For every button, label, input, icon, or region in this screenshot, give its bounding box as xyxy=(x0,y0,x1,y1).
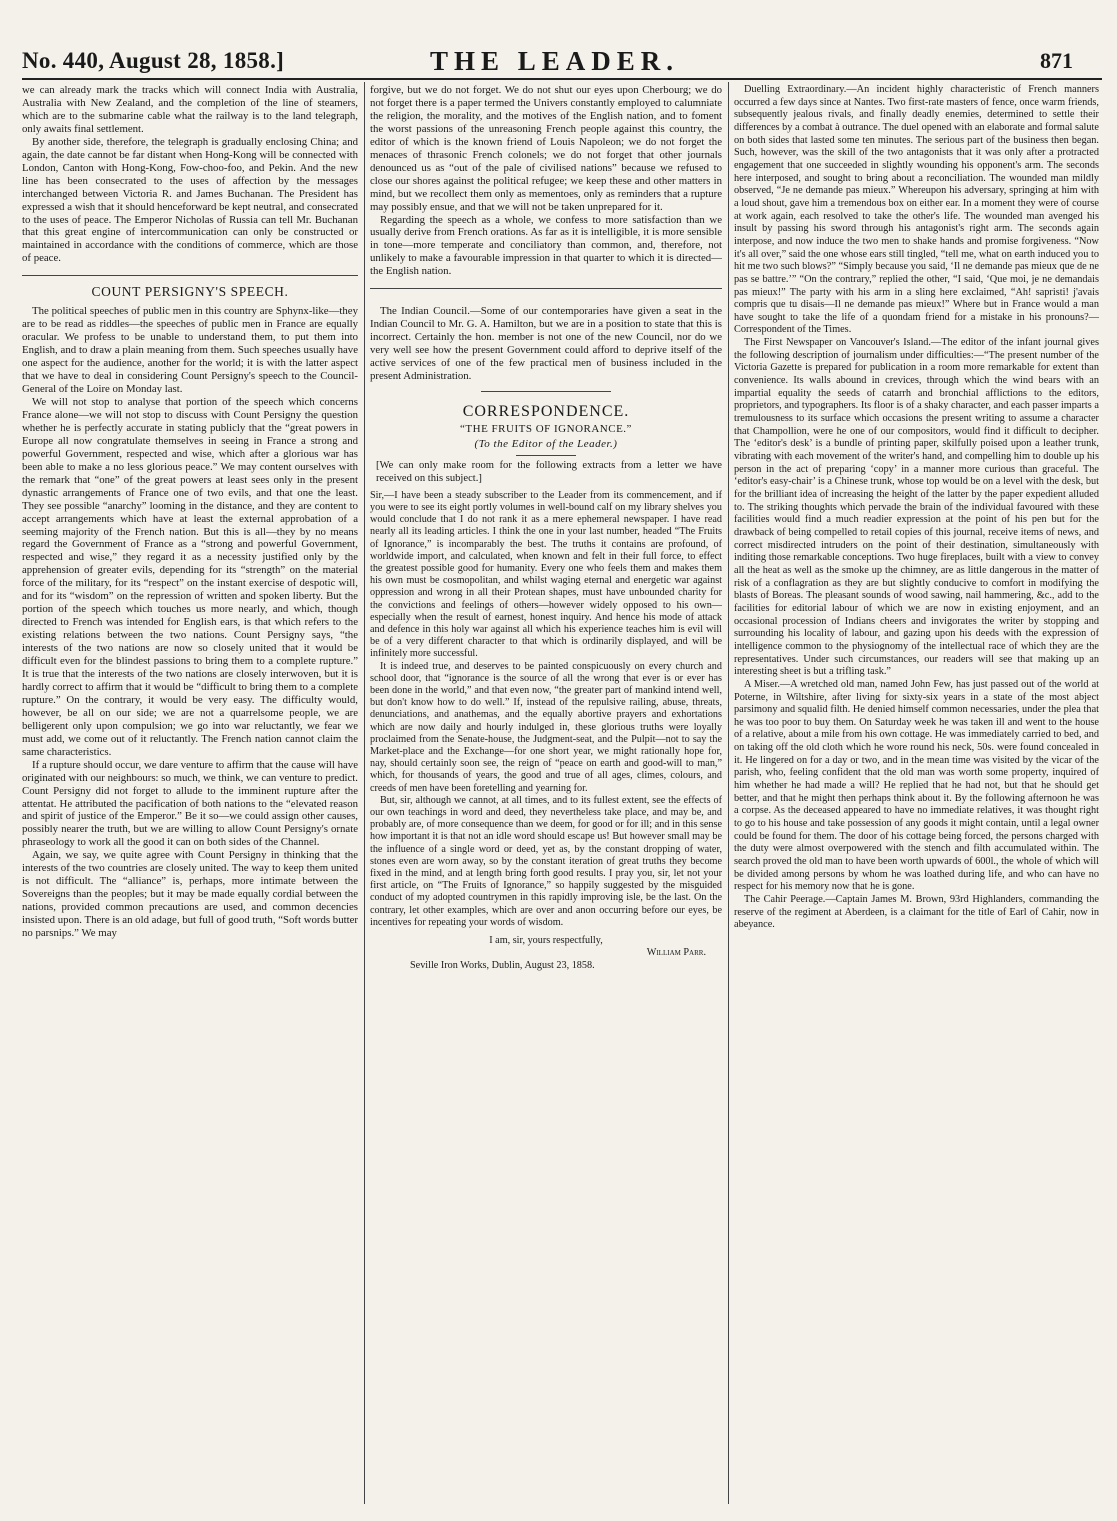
masthead-rule xyxy=(22,78,1102,80)
article-paragraph: Regarding the speech as a whole, we confess to more satisfaction than we usually derive from French orations. As far as it is intelligible, it is more sensible in tone—more temperate and conciliatory than common, and, therefore, not unlikely to make a favourable impression in that quarter to which it is directed—the English nation. xyxy=(370,213,722,278)
telegraph-continuation: we can already mark the tracks which will connect India with Australia, Australia with New Zealand, and the completion of the line of steamers, which are to the submarine cable what the railway is to the land telegraph, only awaits final settlement. xyxy=(22,84,358,135)
masthead xyxy=(0,0,1117,80)
page-number: 871 xyxy=(1040,48,1073,73)
news-item-miser: A Miser.—A wretched old man, named John Few, has just passed out of the world at Poterne, in Wiltshire, after living for sixty-six years in a state of the most abject parsimony and squalid filth. He denied himself common necessaries, under the plea that he was too poor to buy them. On Saturday week he was taken ill and went to the house of a relative, about a mile from his own cottage. He was immediately carried to bed, and on taking off the old cloth which he wore round his neck, 50s. were found concealed in it. He lingered on for a day or two, and in the mean time was visited by the vicar of the parish, who, feeling confident that the old man was worth some property, inquired of him whether he had made a will? He replied that he had not, but that he should get better, and that he might then perhaps think about it. By the following afternoon he was a corpse. As the deceased appeared to have no immediate relatives, it was thought right to go to his house and take possession of any goods it might contain, until a legal owner could be found for them. The door of his cottage being forced, the persons charged with the duty were almost overpowered with the stench and filth accumulated within. The search proved the old man to have been worth upwards of 600l., the whole of which will be divided among persons by whom he was loathed during life, and who can have no respect for his memory now that he is gone. xyxy=(734,678,1099,893)
letter-paragraph: It is indeed true, and deserves to be painted conspicuously on every church and school door, that “ignorance is the source of all the wrong that ever is or ever has been done in the world,” and that even now, “the greater part of mankind intend well, but don't know how to do well.” If, instead of the repulsive railing, abuse, threats, denunciations, and anathemas, and the equally abortive prayers and exhortations which are now daily and hourly indulged in, these glorious truths were loyally proclaimed from the Senate-house, the Judgment-seat, and the Pulpit—not to say the Market-place and the Exchange—for one short year, we might rationally hope for, nay, should certainly soon see, the reign of “peace on earth and good-will to man,” which, for thousands of years, the good and true of all ages, climes, colours, and creeds of men have been foretelling and yearning for. xyxy=(370,660,722,794)
column-3 xyxy=(734,84,1099,1504)
article-paragraph: If a rupture should occur, we dare venture to affirm that the cause will have originated with our neighbours: so much, we think, we can venture to predict. Count Persigny did not forget to allude to the imminent rupture after the attentat. He attributed the pacification of both nations to the “elevated reason and spirit of justice of the Emperor.” Be it so—we could assign other causes, possibly nearer the truth, but we are willing to allow Count Persigny's ornate phraseology to work all the good it can on both sides of the Channel. xyxy=(22,758,358,849)
short-divider xyxy=(481,391,611,392)
news-item-duel: Duelling Extraordinary.—An incident highly characteristic of French manners occurred a few days since at Nantes. Two first-rate masters of fence, once warm friends, subsequently jealous rivals, and finally deadly enemies, determined to settle their differences by a combat à outrance. The duel opened with an elaborate and formal salute on both sides that lasted some ten minutes. The serious part of the business then began. Such, however, was the skill of the two antagonists that it was only after a protracted engagement that one succeeded in slightly wounding his opponent's arm. The seconds here interposed, and sought to bring about a reconciliation. The wounded man mildly observed, “Je ne demande pas mieux.” Whereupon his adversary, springing at him with a loud shout, gave him a tremendous box on either ear. In a moment they were of course at work again, each resolved to take the other's life. The wounded man avenged his insult by passing his sword through his antagonist's right arm. The seconds again interpose, and now induce the two men to shake hands and promise forgiveness. “Now it's all over,” said the one whose ears still tingled, “tell me, what on earth induced you to hit me two such blows?” “Simply because you said, ‘Il ne demande pas mieux que de ne pas se battre.’” “On the contrary,” replied the other, “I said, ‘Que moi, je ne demandais pas mieux!” The party with his arm in a sling here exclaimed, “Ah! sapristi! j'avais compris que tu disais—Il ne demande pas mieux!” Where but in France would a man have sought to take the life of a quondam friend for a mistake in his pronouns?—Correspondent of the Times. xyxy=(734,84,1099,336)
column-2 xyxy=(370,84,722,1504)
newspaper-title: THE LEADER. xyxy=(430,46,680,76)
article-paragraph: The political speeches of public men in this country are Sphynx-like—they are to be read as riddles—the speeches of public men in France are equally oracular. We profess to be unable to understand them, to put them into English, and to draw a plain meaning from them. Such speeches usually have one aspect for the audience, another for the world; it is with the latter aspect that we have to deal in considering Count Persigny's speech to the Council-General of the Loire on Monday last. xyxy=(22,305,358,396)
short-divider xyxy=(516,455,576,456)
telegraph-paragraph: By another side, therefore, the telegraph is gradually enclosing China; and again, the date cannot be far distant when Hong-Kong will be connected with London, Canton with Hong-Kong, Fow-choo-foo, and Pekin. And the new line has been consecrated to the uses of affection by the messages interchanged between Victoria R. and James Buchanan. The President has expressed a wish that it should henceforward be kept neutral, and consecrated to the uses of peace. The Emperor Nicholas of Russia can tell Mr. Buchanan that this great engine of intercommunication can only be constructed or maintained in accordance with the conditions of commerce, which are those of peace. xyxy=(22,135,358,265)
letter-paragraph: But, sir, although we cannot, at all times, and to its fullest extent, see the effects of our own teachings in word and deed, they nevertheless take place, and may be, and probably are, of more consequence than we deem, for good or for ill; and in this sense how important it is that not an idle word should escape us! But however small may be the influence of a single word or deed, yet as, by the constant dropping of water, stones even are worn away, so by the constant iteration of great truths they become fixed in the mind, and at length bring forth good results. I pray you, sir, let not your first article, on “The Fruits of Ignorance,” so happily suggested by the misguided conduct of my adopted countrymen in this rapidly improving isle, be the last. On the contrary, let other examples, which are over and anon occurring before our eyes, be incentives for repeating your words of wisdom. xyxy=(370,794,722,928)
letter-signature: William Parr. xyxy=(646,947,706,959)
letter-title: “THE FRUITS OF IGNORANCE.” xyxy=(460,422,632,435)
article-heading: COUNT PERSIGNY'S SPEECH. xyxy=(91,284,289,300)
letter-addressee: (To the Editor of the Leader.) xyxy=(474,437,618,450)
section-divider xyxy=(370,288,722,289)
article-continuation: forgive, but we do not forget. We do not shut our eyes upon Cherbourg; we do not forget there is a paper termed the Univers constantly employed to calumniate the religion, the morality, and the motives of the English nation, and to foment the worst passions of the unreasoning French people against this country, the editor of which is the known friend of Louis Napoleon; we do not forget the menaces of thrasonic French colonels; we do not forget that other journals denounced us as “out of the pale of civilised nations” because we refused to close our shores against the political refugee; we keep these and other matters in mind, but we recollect them only as mementoes, only as reminders that a rupture may possibly ensue, and that we will not be taken unprepared for it. xyxy=(370,84,722,213)
correspondence-heading: CORRESPONDENCE. xyxy=(462,403,630,421)
issue-line: No. 440, August 28, 1858.] xyxy=(22,48,285,73)
column-1 xyxy=(22,84,358,1504)
news-item-newspaper: The First Newspaper on Vancouver's Island.—The editor of the infant journal gives the following description of journalism under difficulties:—“The present number of the Victoria Gazette is prepared for publication in a room more remarkable for extent than convenience. Its walls abound in crevices, through which the wind bears with an impartial equality the seeds of catarrh and bronchial afflictions to the editors, proprietors, and typographers. Its floor is of a shaky character, and each passer imparts a tremulousness to its surface which occasions the present writing to assume a character that Champollion, were he one of our compositors, would find it difficult to decipher. The ‘editor's desk’ is a bundle of printing paper, skilfully poised upon a leather trunk, vibrating with each movement of the writer's hand, and compelling him to double up his person in the act of preparing ‘copy’ in a manner more curious than graceful. The ‘editor's easy-chair’ is a Chinese trunk, whose top would be on a level with the desk, but for the brilliant idea of increasing the height of the latter by the paper expedient alluded to. The striking thoughts which pervade the brain of the individual favoured with these facilities would find a much readier expression at the point of his pen but for the drawback of being compelled to retail copies of this journal, receive items of news, and correct misdirected intruders on the point of their destination, simultaneously with inditing those remarkable conceptions. Two huge fireplaces, built with a view to convey all the heat as well as the smoke up the chimney, are as little dangerous in the matter of risk of a conflagration as they are but slightly conducive to comfort in modifying the blasts of Boreas. The pleasant sounds of wood sawing, nail hammering, &c., add to the facilities for editorial labour of which we are now in existing enjoyment, and an occasional procession of Indians cheers and invigorates the writer by stopping and surrounding his locality of labour, and gazing upon his deeds with the expression of intelligence common to the physiognomy of the intellectual race of which they are the representatives. Under such circumstances, our readers will see that making up an interesting sheet is but a trifling task.” xyxy=(734,337,1099,678)
letter-signoff: I am, sir, yours respectfully, xyxy=(489,935,603,947)
editor-note: [We can only make room for the following extracts from a letter we have received on this subject.] xyxy=(376,459,722,484)
section-divider xyxy=(22,275,358,276)
article-paragraph: We will not stop to analyse that portion of the speech which concerns France alone—we will not stop to discuss with Count Persigny the question whether he is perfectly accurate in stating publicly that the “great powers in Europe all now congratulate themselves in seeing in France a strong and powerful Government, respected and wise, which after a glorious war has been able to make a no less glorious peace.” We may content ourselves with the remark that “one” of the great powers at least sees only in the present dynastic arrangements of France one of two evils, and that one the least. They see possible “anarchy” looming in the distance, and they are content to accept arrangements which have at least the external approbation of a seeming majority of the French nation. But this is all—they by no means regard the Government of France as a “strong and powerful Government, respected and wise,” they regard it as a necessity justified only by the apprehension of greater evils, depending for its “strength” on the material force of the military, for its “respect” on the instant exercise of despotic will, and for its “wisdom” on the repression of written and spoken liberty. But the portion of the speech which touches us more nearly, and which, though directed to French was intended for English ears, is that which refers to the existing relations between the two nations. Count Persigny says, “the interests of the two nations are now so closely united that it would be difficult even for the blindest passions to bring them to a complete rupture.” It is true that the interests of the two nations are closely interwoven, but it is hardly correct to affirm that it would be “difficult to bring them to a complete rupture.” On the contrary, it would be very easy. The difficulty would, however, be all on our side; we are not a quarrelsome people, we are belligerent only upon compulsion; we go into war reluctantly, we fear we must add, we come out of it reluctantly. The French nation cannot claim the same characteristics. xyxy=(22,395,358,758)
letter-paragraph: Sir,—I have been a steady subscriber to the Leader from its commencement, and if you were to see its eight portly volumes in well-bound calf on my library shelves you would conclude that I do not rank it as a mere ephemeral newspaper. I have read nearly all its leading articles. I think the one in your last number, headed “The Fruits of Ignorance,” is incomparably the best. The truths it contains are profound, of worldwide import, and calculated, when known and felt in their full force, to effect the greatest possible good for humanity. Every one who feels them and makes them his own must be cosmopolitan, and whilst waging eternal and energetic war against oppression and wrong in all their Protean shapes, must have unbounded charity for the convictions and feelings of others—however widely opposed to his own—especially when the result of earnest, honest inquiry. And hence his mode of attack and defence in this holy war against all which his experience teaches him is evil will be of a very different character to that which is ordinarily displayed, and will be infinitely more successful. xyxy=(370,489,722,660)
column-divider xyxy=(728,82,729,1504)
indian-council-item: The Indian Council.—Some of our contemporaries have given a seat in the Indian Council to Mr. G. A. Hamilton, but we are in a position to state that this is incorrect. Certainly the hon. member is not one of the new Council, nor do we very well see how the present Government could afford to deprive itself of the active services of one of the few practical men of business included in the present Administration. xyxy=(370,305,722,383)
letter-address: Seville Iron Works, Dublin, August 23, 1858. xyxy=(410,959,595,971)
column-divider xyxy=(364,82,365,1504)
article-paragraph: Again, we say, we quite agree with Count Persigny in thinking that the interests of the two countries are closely united. The way to keep them united is not difficult. The “alliance” is, perhaps, more intimate between the Sovereigns than the peoples; but it may be made equally cordial between the nations, provided common precautions are used, and common decencies insisted upon. There is an old adage, but full of good truth, “Soft words butter no parsnips.” We may xyxy=(22,849,358,940)
news-item-peerage: The Cahir Peerage.—Captain James M. Brown, 93rd Highlanders, commanding the reserve of the regiment at Aberdeen, is a claimant for the title of Earl of Cahir, now in abeyance. xyxy=(734,894,1099,931)
